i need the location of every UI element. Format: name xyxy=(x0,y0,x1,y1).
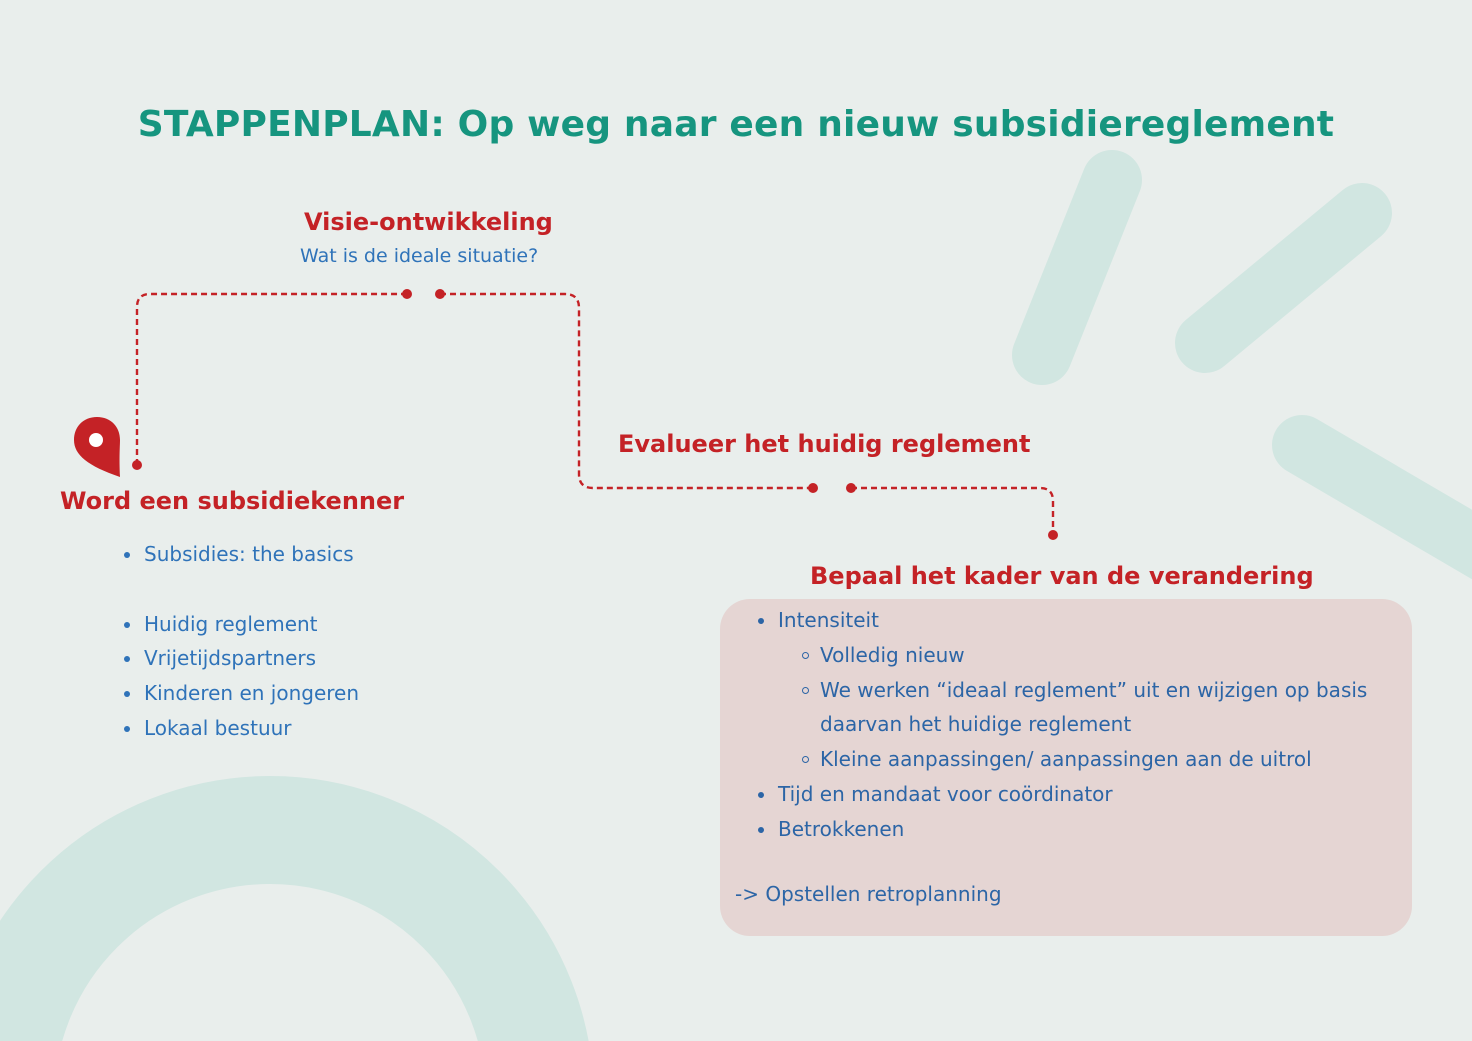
connector-dot xyxy=(435,289,445,299)
subsidiekenner-list xyxy=(124,537,359,746)
list-item: Lokaal bestuur xyxy=(124,711,359,746)
location-pin-icon xyxy=(72,416,122,478)
list-item-continuation: daarvan het huidige reglement xyxy=(820,712,1132,737)
list-item: Subsidies: the basics xyxy=(124,537,359,572)
list-item: Betrokkenen xyxy=(758,812,1367,847)
list-item: Kleine aanpassingen/ aanpassingen aan de uitrol xyxy=(758,742,1367,777)
list-item: Tijd en mandaat voor coördinator xyxy=(758,777,1367,812)
kader-heading: Bepaal het kader van de verandering xyxy=(810,562,1314,590)
visie-heading: Visie-ontwikkeling xyxy=(304,208,553,236)
retroplanning-note: -> Opstellen retroplanning xyxy=(735,882,1002,906)
evalueer-heading: Evalueer het huidig reglement xyxy=(618,430,1031,458)
connector-dot xyxy=(808,483,818,493)
visie-subheading: Wat is de ideale situatie? xyxy=(300,245,539,267)
connector-visie-to-evalueer xyxy=(440,294,813,488)
list-item: Volledig nieuw xyxy=(758,638,1367,673)
list-item: Vrijetijdspartners xyxy=(124,641,359,676)
connector-evalueer-to-kader xyxy=(851,488,1053,535)
list-item: Huidig reglement xyxy=(124,607,359,642)
subsidiekenner-heading: Word een subsidiekenner xyxy=(60,487,405,515)
list-item: Kinderen en jongeren xyxy=(124,676,359,711)
list-item: We werken “ideaal reglement” uit en wijzigen op basis xyxy=(758,673,1367,708)
connector-dot xyxy=(1048,530,1058,540)
page-title: STAPPENPLAN: Op weg naar een nieuw subsidiereglement xyxy=(137,104,1335,145)
connector-dot xyxy=(402,289,412,299)
connector-start-to-visie xyxy=(137,294,407,465)
list-item: Intensiteit xyxy=(758,603,1367,638)
kader-list xyxy=(758,603,1367,847)
connector-dot xyxy=(846,483,856,493)
connector-dot xyxy=(132,460,142,470)
